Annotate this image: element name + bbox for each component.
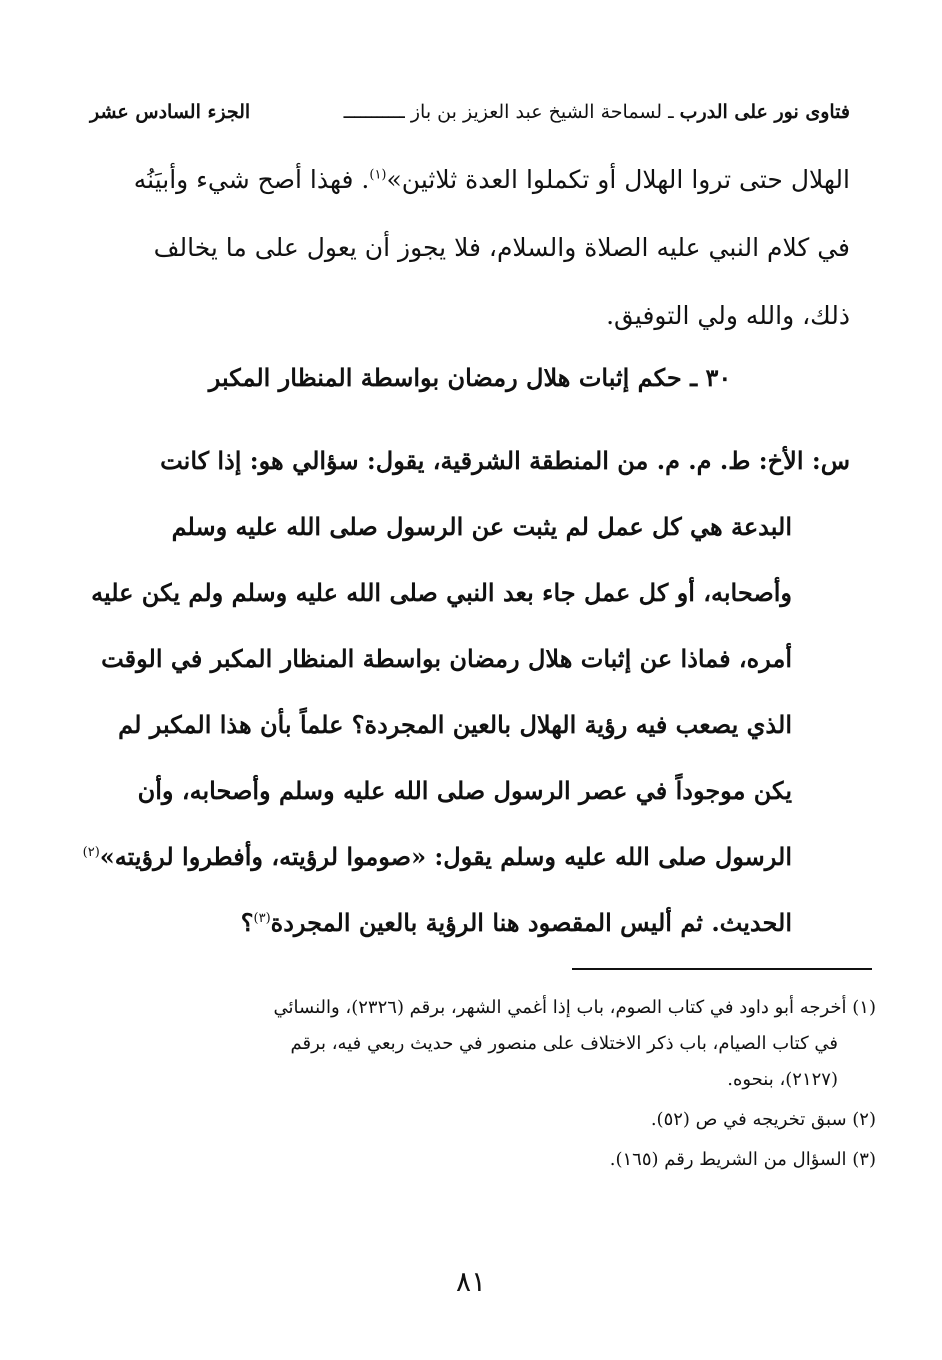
intro-line bbox=[90, 146, 850, 214]
question-line: س: الأخ: ط. م. م. من المنطقة الشرقية، يقول: سؤالي هو: إذا كانت bbox=[160, 446, 850, 475]
footnote-line: (٢١٢٧)، بنحوه. bbox=[727, 1069, 838, 1090]
footnote-line: في كتاب الصيام، باب ذكر الاختلاف على منصور في حديث ربعي فيه، برقم bbox=[290, 1033, 838, 1054]
footnote-line: (٢) سبق تخريجه في ص (٥٢). bbox=[650, 1109, 876, 1130]
question-line: يكن موجوداً في عصر الرسول صلى الله عليه وسلم وأصحابه، وأن bbox=[137, 776, 792, 805]
intro-line-text: الهلال حتى تروا الهلال أو تكملوا العدة ثلاثين» bbox=[386, 165, 850, 194]
section-title: ٣٠ ـ حكم إثبات هلال رمضان بواسطة المنظار المكبر bbox=[208, 363, 732, 392]
footnote-3 bbox=[76, 1142, 876, 1178]
footnote-2 bbox=[76, 1102, 876, 1138]
footnote-1 bbox=[76, 990, 876, 1098]
running-header bbox=[90, 96, 850, 128]
question-line bbox=[82, 824, 850, 890]
question-line: أمره، فماذا عن إثبات هلال رمضان بواسطة المنظار المكبر في الوقت bbox=[101, 644, 792, 673]
page-number: ٨١ bbox=[455, 1265, 487, 1298]
footnote-ref: (١) bbox=[369, 167, 387, 183]
question-line-text: الحديث. ثم أليس المقصود هنا الرؤية بالعين المجردة bbox=[270, 908, 792, 937]
footnote-line: (٣) السؤال من الشريط رقم (١٦٥). bbox=[609, 1149, 876, 1170]
header-rule: ـــــــــــ bbox=[343, 101, 405, 123]
footnote-ref: (٣) bbox=[253, 911, 271, 926]
intro-paragraph bbox=[90, 146, 850, 350]
question-paragraph bbox=[82, 428, 850, 956]
question-line-text: الرسول صلى الله عليه وسلم يقول: «صوموا لرؤيته، وأفطروا لرؤيته» bbox=[99, 842, 792, 871]
header-part: الجزء السادس عشر bbox=[90, 101, 251, 123]
intro-line-tail: . فهذا أصح شيء وأبيَنُه bbox=[133, 165, 370, 194]
footnote-divider bbox=[572, 968, 872, 970]
question-line: البدعة هي كل عمل لم يثبت عن الرسول صلى الله عليه وسلم bbox=[171, 512, 792, 541]
question-line bbox=[90, 890, 850, 956]
question-line: الذي يصعب فيه رؤية الهلال بالعين المجردة؟ علماً بأن هذا المكبر لم bbox=[118, 710, 792, 739]
intro-line: ذلك، والله ولي التوفيق. bbox=[606, 301, 850, 330]
header-series-title: فتاوى نور على الدرب bbox=[679, 101, 850, 123]
footnote-ref: (٢) bbox=[82, 845, 100, 860]
header-author: لسماحة الشيخ عبد العزيز بن باز bbox=[410, 101, 663, 123]
question-line: وأصحابه، أو كل عمل جاء بعد النبي صلى الله عليه وسلم ولم يكن عليه bbox=[91, 578, 792, 607]
intro-line: في كلام النبي عليه الصلاة والسلام، فلا يجوز أن يعول على ما يخالف bbox=[153, 233, 850, 262]
footnotes bbox=[76, 990, 876, 1182]
question-line-tail: ؟ bbox=[240, 908, 254, 937]
footnote-line: (١) أخرجه أبو داود في كتاب الصوم، باب إذا أغمي الشهر، برقم (٢٣٢٦)، والنسائي bbox=[273, 997, 876, 1018]
header-dash: ـ bbox=[668, 101, 674, 123]
